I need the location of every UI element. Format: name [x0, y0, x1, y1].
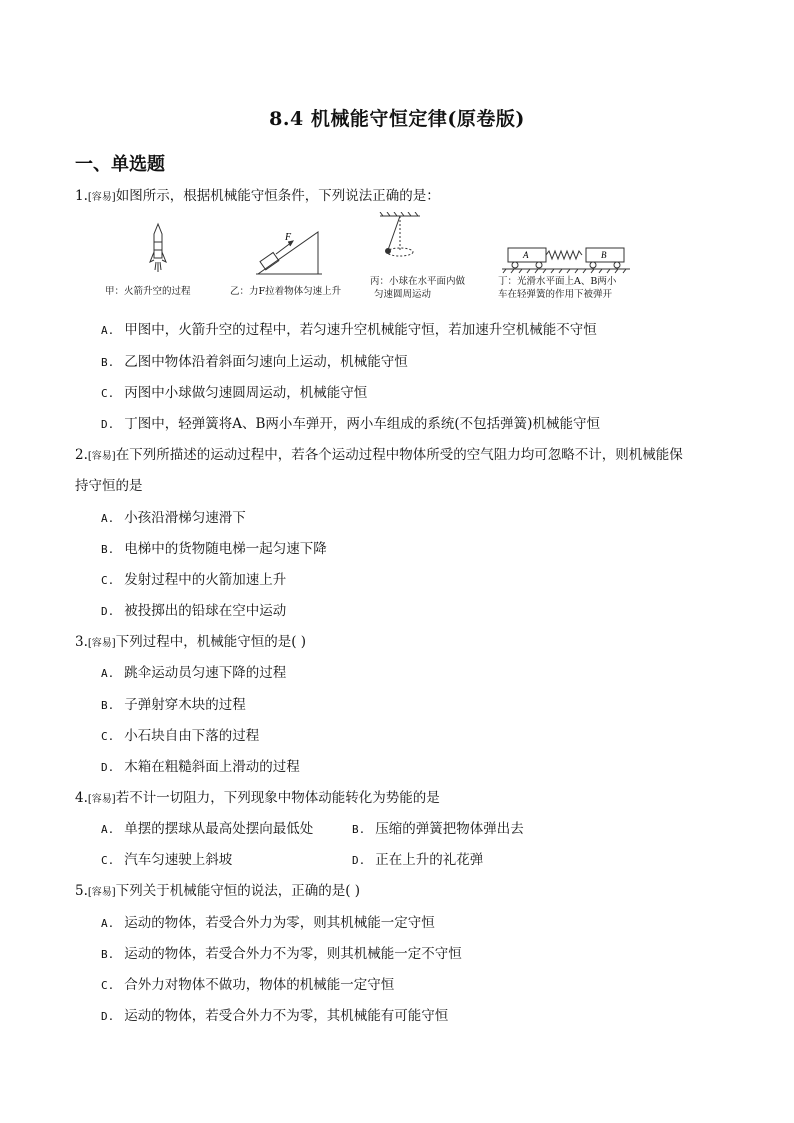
question-text: 下列过程中，机械能守恒的是( ) [115, 634, 307, 650]
question-3-option-b: B. 子弹射穿木块的过程 [101, 697, 246, 713]
difficulty-tag: [容易] [87, 451, 116, 462]
question-2-option-c: C. 发射过程中的火箭加速上升 [101, 572, 287, 588]
question-2-stem [75, 446, 683, 466]
question-number: 1. [75, 188, 88, 204]
caption-jia: 甲：火箭升空的过程 [105, 286, 191, 297]
question-2-stem-continued: 持守恒的是 [75, 478, 143, 494]
question-1-option-b: B. 乙图中物体沿着斜面匀速向上运动，机械能守恒 [101, 354, 408, 370]
question-4-option-b: B. 压缩的弹簧把物体弹出去 [352, 821, 524, 837]
question-1-option-c: C. 丙图中小球做匀速圆周运动，机械能守恒 [101, 385, 368, 401]
question-number: 2. [75, 447, 88, 463]
question-text: 下列关于机械能守恒的说法，正确的是( ) [115, 883, 361, 899]
question-number: 5. [75, 883, 88, 899]
difficulty-tag: [容易] [87, 192, 116, 203]
question-5-option-d: D. 运动的物体，若受合外力不为零，其机械能有可能守恒 [101, 1008, 449, 1024]
caption-ding-1: 丁：光滑水平面上A、B两小 [498, 276, 617, 287]
question-5-option-a: A. 运动的物体，若受合外力为零，则其机械能一定守恒 [101, 915, 435, 931]
cart-b-label: B [601, 250, 607, 260]
question-1-figure [100, 212, 640, 304]
question-1-option-d: D. 丁图中，轻弹簧将A、B两小车弹开，两小车组成的系统(不包括弹簧)机械能守恒 [101, 416, 600, 432]
question-number: 3. [75, 634, 88, 650]
question-4-option-d: D. 正在上升的礼花弹 [352, 852, 484, 868]
question-3-option-d: D. 木箱在粗糙斜面上滑动的过程 [101, 759, 300, 775]
question-4-option-c: C. 汽车匀速驶上斜坡 [101, 852, 233, 868]
question-2-option-a: A. 小孩沿滑梯匀速滑下 [101, 510, 246, 526]
document-title: 8.4 机械能守恒定律(原卷版) [269, 108, 525, 130]
question-5-option-b: B. 运动的物体，若受合外力不为零，则其机械能一定不守恒 [101, 946, 462, 962]
question-4-stem [75, 789, 440, 809]
question-2-option-d: D. 被投掷出的铅球在空中运动 [101, 603, 287, 619]
question-3-option-c: C. 小石块自由下落的过程 [101, 728, 260, 744]
question-5-stem [75, 882, 360, 902]
question-1-option-a: A. 甲图中，火箭升空的过程中，若匀速升空机械能守恒，若加速升空机械能不守恒 [101, 322, 597, 338]
caption-yi: 乙：力F拉着物体匀速上升 [230, 286, 342, 297]
caption-bing-1: 丙：小球在水平面内做 [370, 276, 466, 287]
question-2-option-b: B. 电梯中的货物随电梯一起匀速下降 [101, 541, 327, 557]
question-number: 4. [75, 790, 88, 806]
question-text: 在下列所描述的运动过程中，若各个运动过程中物体所受的空气阻力均可忽略不计，则机械能保 [115, 447, 683, 463]
question-5-option-c: C. 合外力对物体不做功，物体的机械能一定守恒 [101, 977, 395, 993]
difficulty-tag: [容易] [87, 638, 116, 649]
question-text: 若不计一切阻力，下列现象中物体动能转化为势能的是 [115, 790, 440, 806]
question-3-stem [75, 633, 306, 653]
question-4-option-a: A. 单摆的摆球从最高处摆向最低处 [101, 821, 314, 837]
caption-bing-2: 匀速圆周运动 [374, 289, 432, 300]
pendulum-drawing [380, 212, 420, 256]
section-heading: 一、单选题 [75, 154, 165, 175]
cart-a-label: A [523, 250, 529, 260]
force-label: F [285, 232, 292, 243]
question-1-stem [75, 187, 440, 207]
difficulty-tag: [容易] [87, 887, 116, 898]
question-3-option-a: A. 跳伞运动员匀速下降的过程 [101, 665, 287, 681]
caption-ding-2: 车在轻弹簧的作用下被弹开 [498, 289, 613, 300]
carts-drawing [502, 248, 630, 273]
difficulty-tag: [容易] [87, 794, 116, 805]
question-text: 如图所示，根据机械能守恒条件，下列说法正确的是： [115, 188, 440, 204]
rocket-drawing [150, 224, 166, 272]
